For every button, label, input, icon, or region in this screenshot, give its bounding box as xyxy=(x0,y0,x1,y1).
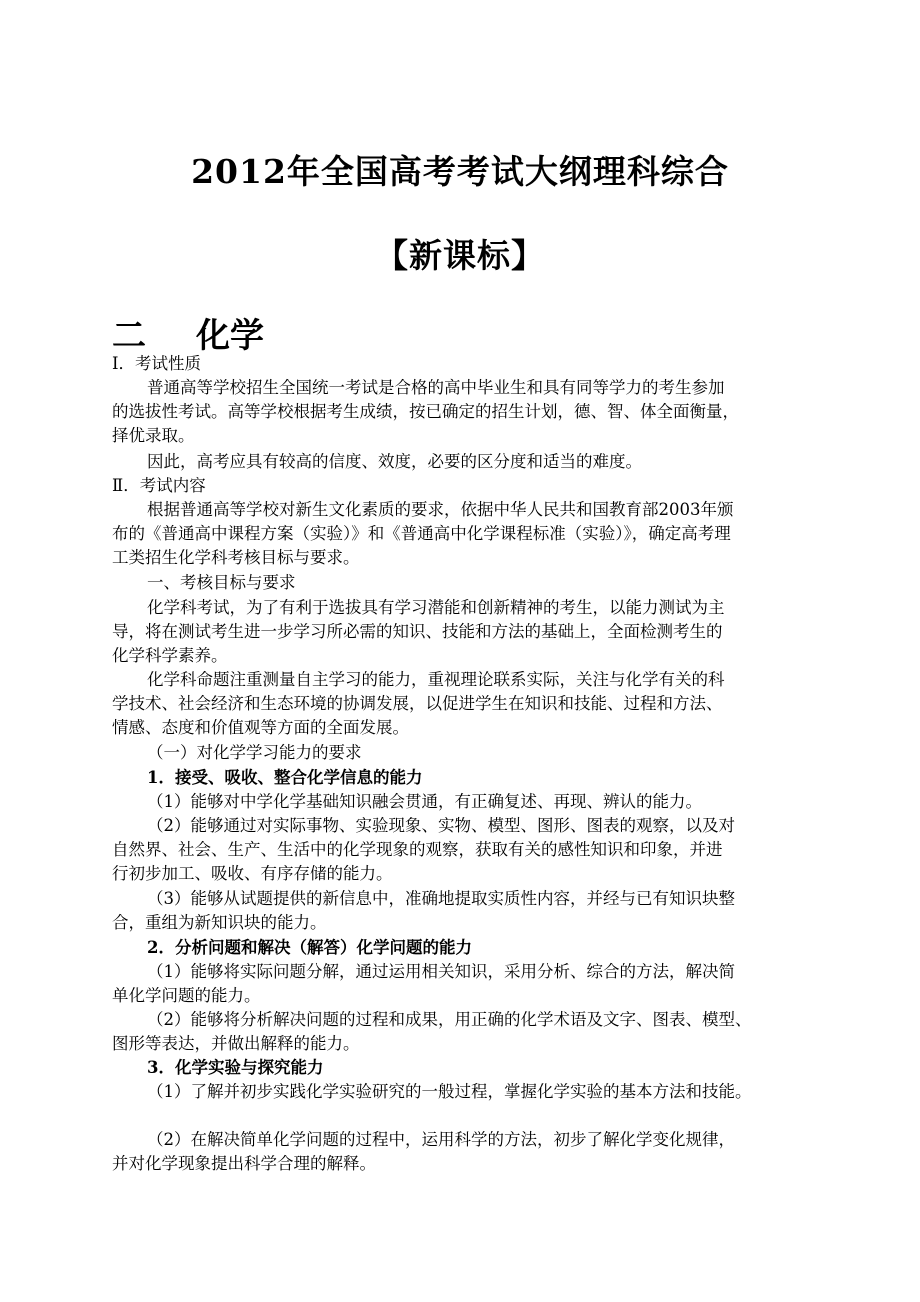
list-item: （1）能够将实际问题分解，通过运用相关知识，采用分析、综合的方法，解决简 xyxy=(147,962,735,981)
paragraph-line: 普通高等学校招生全国统一考试是合格的高中毕业生和具有同等学力的考生参加 xyxy=(147,378,725,397)
paragraph-line: 择优录取。 xyxy=(112,426,195,445)
list-item: （1）能够对中学化学基础知识融会贯通，有正确复述、再现、辨认的能力。 xyxy=(147,792,702,811)
paragraph-line: 化学科命题注重测量自主学习的能力，重视理论联系实际，关注与化学有关的科 xyxy=(147,670,725,689)
list-item: （2）在解决简单化学问题的过程中，运用科学的方法，初步了解化学变化规律， xyxy=(147,1130,735,1149)
paragraph-line: 因此，高考应具有较高的信度、效度，必要的区分度和适当的难度。 xyxy=(147,452,642,471)
item-heading: 3．化学实验与探究能力 xyxy=(147,1058,324,1077)
list-item: 行初步加工、吸收、有序存储的能力。 xyxy=(112,864,393,883)
list-item: （3）能够从试题提供的新信息中，准确地提取实质性内容，并经与已有知识块整 xyxy=(147,889,735,908)
list-item: （2）能够通过对实际事物、实验现象、实物、模型、图形、图表的观察，以及对 xyxy=(147,816,735,835)
paragraph-line: 情感、态度和价值观等方面的全面发展。 xyxy=(112,718,409,737)
list-item: （2）能够将分析解决问题的过程和成果，用正确的化学术语及文字、图表、模型、 xyxy=(147,1010,752,1029)
item-heading: 1．接受、吸收、整合化学信息的能力 xyxy=(147,768,423,787)
paragraph-line: 的选拔性考试。高等学校根据考生成绩，按已确定的招生计划，德、智、体全面衡量， xyxy=(112,402,739,421)
paragraph-line: 工类招生化学科考核目标与要求。 xyxy=(112,548,360,567)
item-heading: 2．分析问题和解决（解答）化学问题的能力 xyxy=(147,938,472,957)
subheading-learning-ability: （一）对化学学习能力的要求 xyxy=(147,743,362,762)
list-item: 图形等表达，并做出解释的能力。 xyxy=(112,1034,360,1053)
list-item: 合，重组为新知识块的能力。 xyxy=(112,913,327,932)
document-subtitle: 【新课标】 xyxy=(375,236,545,275)
paragraph-line: 导，将在测试考生进一步学习所必需的知识、技能和方法的基础上，全面检测考生的 xyxy=(112,622,723,641)
list-item: （1）了解并初步实践化学实验研究的一般过程，掌握化学实验的基本方法和技能。 xyxy=(147,1082,752,1101)
section-name: 化学 xyxy=(196,316,264,356)
section-number: 二 xyxy=(112,316,146,356)
list-item: 单化学问题的能力。 xyxy=(112,986,261,1005)
document-title: 2012年全国高考考试大纲理科综合 xyxy=(191,152,729,191)
subheading-goals: 一、考核目标与要求 xyxy=(147,573,296,592)
paragraph-line: 布的《普通高中课程方案（实验）》和《普通高中化学课程标准（实验）》，确定高考理 xyxy=(112,524,731,543)
section-heading xyxy=(112,308,264,357)
paragraph-line: 化学科学素养。 xyxy=(112,646,228,665)
list-item: 自然界、社会、生产、生活中的化学现象的观察，获取有关的感性知识和印象，并进 xyxy=(112,840,723,859)
paragraph-line: 学技术、社会经济和生态环境的协调发展，以促进学生在知识和技能、过程和方法、 xyxy=(112,694,723,713)
paragraph-line: 化学科考试，为了有利于选拔具有学习潜能和创新精神的考生，以能力测试为主 xyxy=(147,598,725,617)
list-item: 并对化学现象提出科学合理的解释。 xyxy=(112,1154,376,1173)
heading-exam-nature: Ⅰ．考试性质 xyxy=(112,354,202,373)
heading-exam-content: Ⅱ．考试内容 xyxy=(112,476,206,495)
paragraph-line: 根据普通高等学校对新生文化素质的要求，依据中华人民共和国教育部2003年颁 xyxy=(147,500,734,519)
